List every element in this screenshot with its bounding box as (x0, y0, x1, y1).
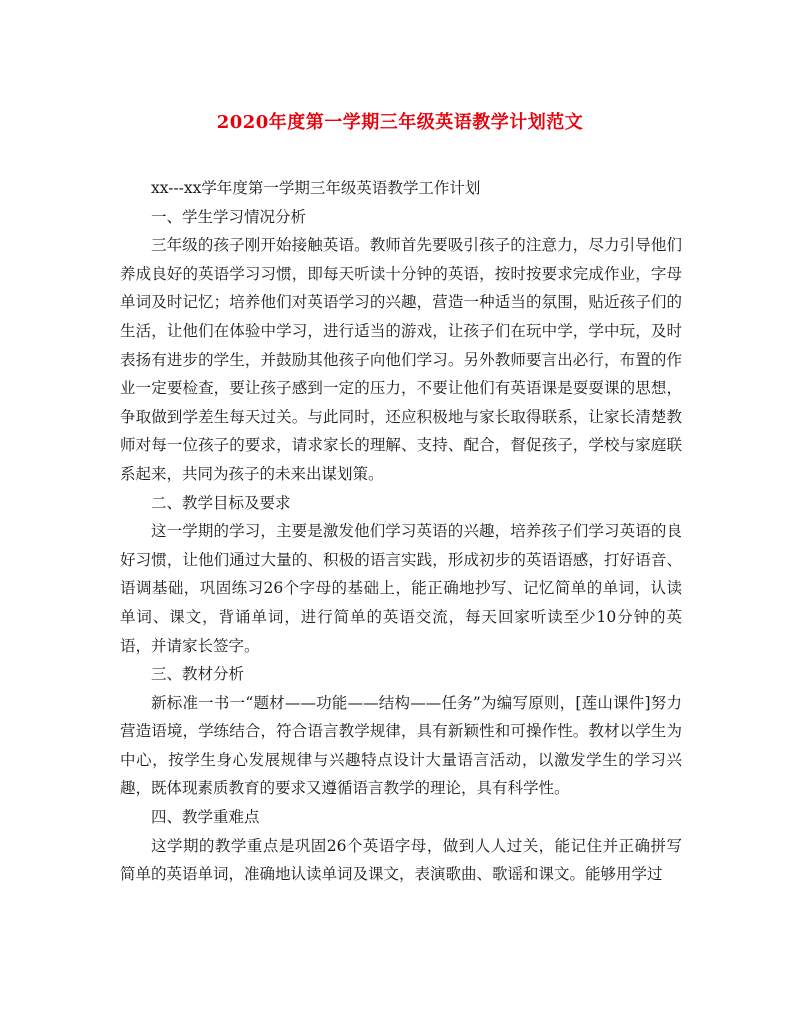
plan-heading: xx---xx学年度第一学期三年级英语教学工作计划 (151, 179, 481, 197)
section-paragraph-4: 这学期的教学重点是巩固26个英语字母，做到人人过关，能记住并正确拼写简单的英语单词，准确地认读单词及课文，表演歌曲、歌谣和课文。能够用学过 (120, 836, 682, 884)
section-heading-4: 四、教学重难点 (151, 808, 260, 827)
section-heading-2: 二、教学目标及要求 (151, 493, 291, 512)
section-heading-3: 三、教材分析 (151, 665, 245, 684)
document-body (120, 174, 682, 889)
document-title: 2020年度第一学期三年级英语教学计划范文 (216, 112, 584, 133)
section-paragraph-3: 新标准一书一“题材——功能——结构——任务”为编写原则，[莲山课件]努力营造语境，学练结合，符合语言教学规律，具有新颖性和可操作性。教材以学生为中心，按学生身心发展规律与兴趣特点设计大量语言活动，以激发学生的学习兴趣，既体现素质教育的要求又遵循语言教学的理论，具有科学性。 (120, 693, 682, 798)
section-paragraph-1: 三年级的孩子刚开始接触英语。教师首先要吸引孩子的注意力，尽力引导他们养成良好的英语学习习惯，即每天听读十分钟的英语，按时按要求完成作业，字母单词及时记忆；培养他们对英语学习的兴趣，营造一种适当的氛围，贴近孩子们的生活，让他们在体验中学习，进行适当的游戏，让孩子们在玩中学，学中玩，及时表扬有进步的学生，并鼓励其他孩子向他们学习。另外教师要言出必行，布置的作业一定要检查，要让孩子感到一定的压力，不要让他们有英语课是耍耍课的思想，争取做到学差生每天过关。与此同时，还应积极地与家长取得联系，让家长清楚教师对每一位孩子的要求，请求家长的理解、支持、配合，督促孩子，学校与家庭联系起来，共同为孩子的未来出谋划策。 (120, 236, 682, 483)
section-heading-1: 一、学生学习情况分析 (151, 207, 307, 226)
section-paragraph-2: 这一学期的学习，主要是激发他们学习英语的兴趣，培养孩子们学习英语的良好习惯，让他们通过大量的、积极的语言实践，形成初步的英语语感，打好语音、语调基础，巩固练习26个字母的基础上，能正确地抄写、记忆简单的单词，认读单词、课文，背诵单词，进行简单的英语交流，每天回家听读至少10分钟的英语，并请家长签字。 (120, 522, 682, 655)
